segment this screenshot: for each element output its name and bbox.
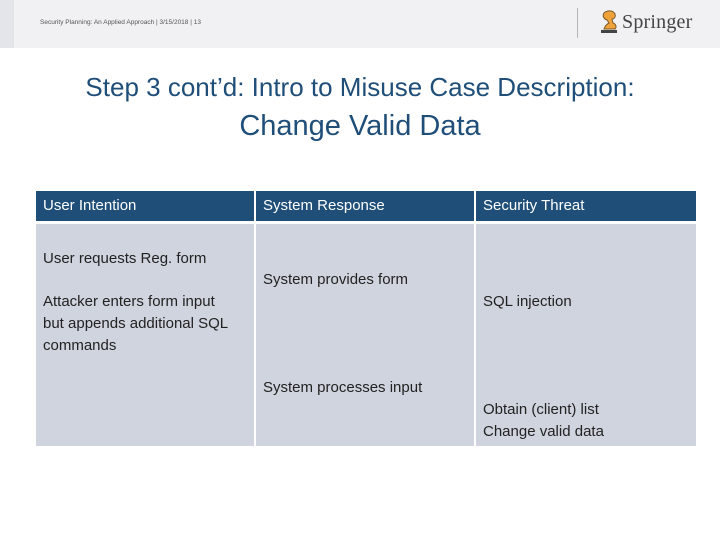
slide-title-line1: Step 3 cont’d: Intro to Misuse Case Description:: [85, 72, 635, 102]
cell-system-response: [256, 224, 474, 446]
column-header-system-response: System Response: [256, 191, 474, 221]
security-threat-item-line: Change valid data: [483, 423, 604, 440]
cell-user-intention: [36, 224, 254, 446]
header-accent-bar: [0, 0, 14, 48]
logo-text: Springer: [622, 11, 693, 33]
column-header-user-intention: User Intention: [36, 191, 254, 221]
misuse-case-table: [36, 191, 696, 446]
slide-title-line2: Change Valid Data: [239, 110, 481, 142]
user-intention-item-line: Attacker enters form input: [43, 293, 215, 310]
system-response-item: System provides form: [263, 271, 409, 288]
column-header-security-threat: Security Threat: [476, 191, 696, 221]
springer-logo: [598, 9, 692, 35]
header-divider: [577, 8, 578, 38]
springer-horse-icon: [598, 9, 620, 35]
user-intention-item-line: commands: [43, 337, 117, 354]
security-threat-item: SQL injection: [483, 293, 572, 310]
security-threat-item-line: Obtain (client) list: [483, 401, 599, 418]
system-response-item: System processes input: [263, 379, 423, 396]
user-intention-item-line: but appends additional SQL: [43, 315, 229, 332]
user-intention-item: User requests Reg. form: [43, 250, 207, 267]
slide-footer-text: Security Planning: An Applied Approach | 3/15/2018 | 13: [40, 19, 201, 26]
cell-security-threat: [476, 224, 696, 446]
